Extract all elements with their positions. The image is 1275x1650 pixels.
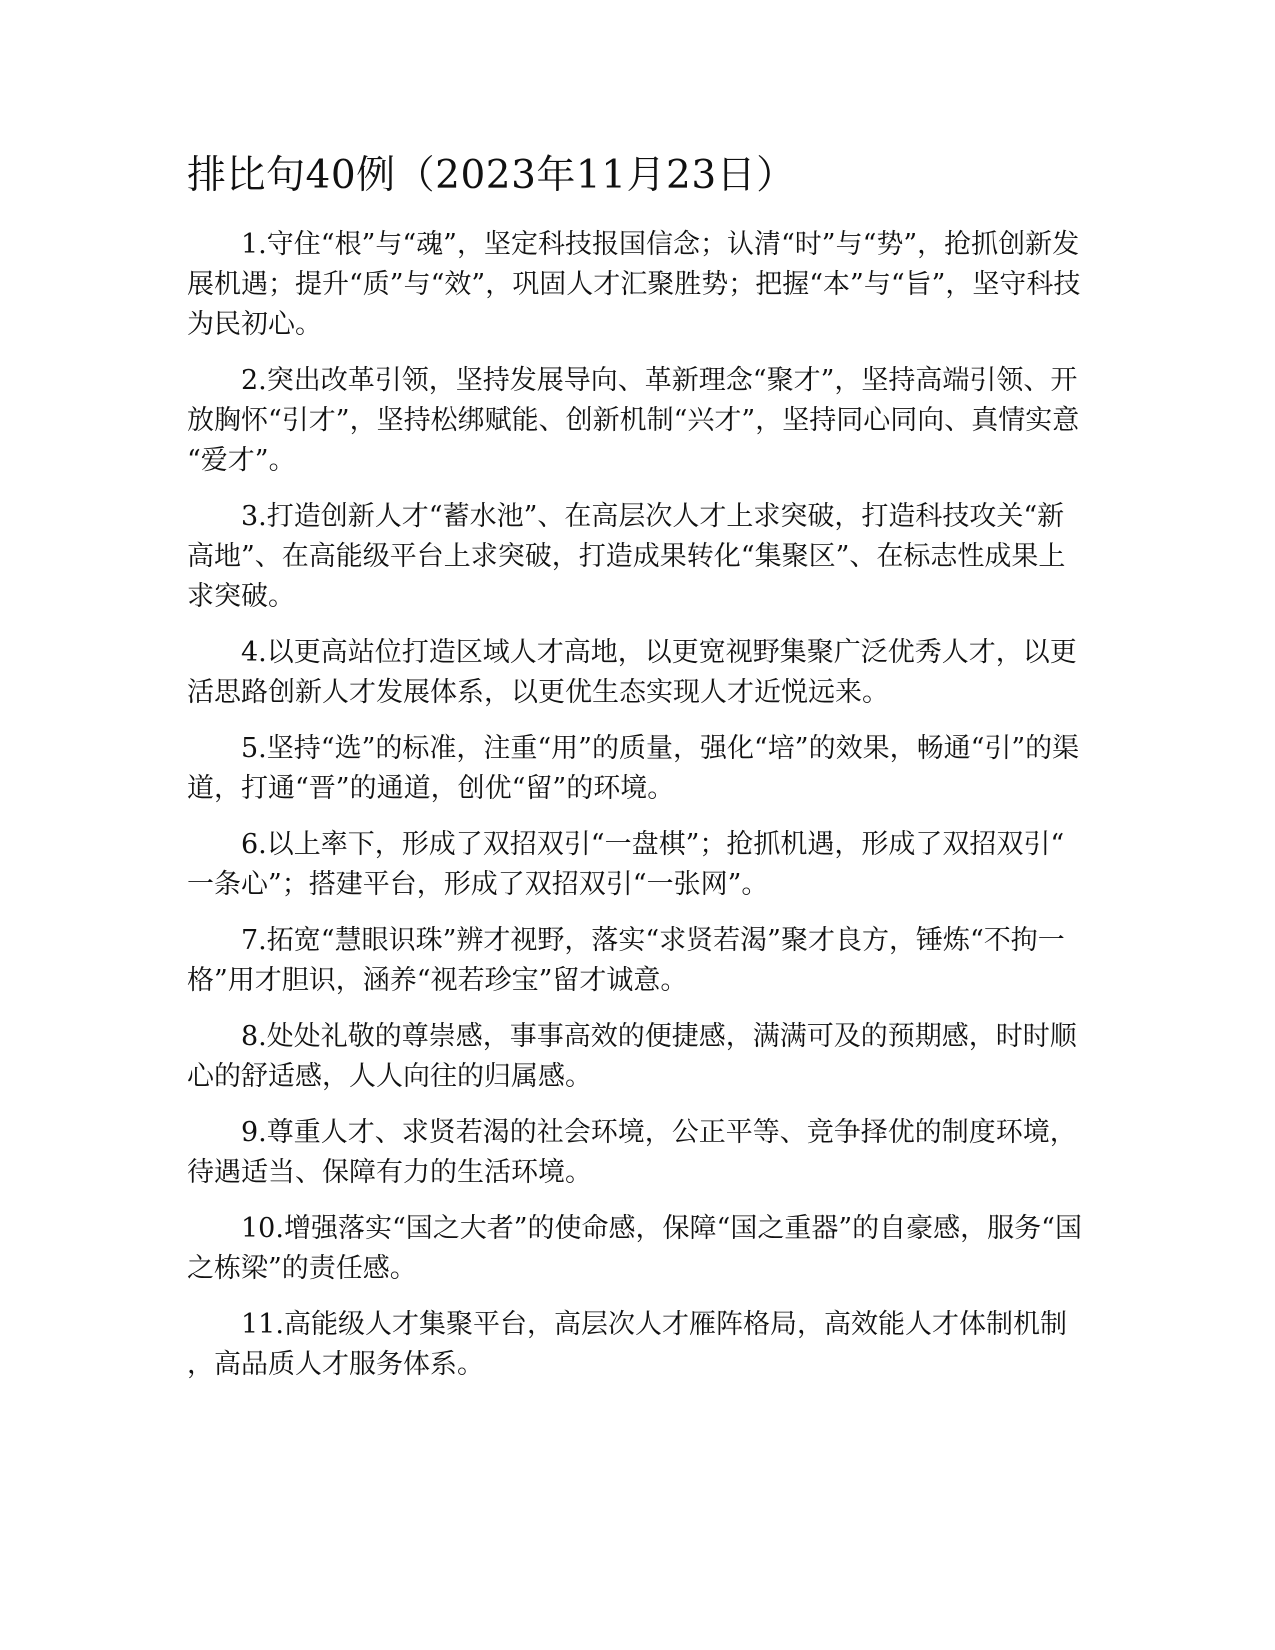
paragraph-6: 6.以上率下，形成了双招双引“一盘棋”；抢抓机遇，形成了双招双引“一条心”；搭建平台，形成了双招双引“一张网”。: [187, 829, 1065, 900]
paragraph-7: 7.拓宽“慧眼识珠”辨才视野，落实“求贤若渴”聚才良方，锤炼“不拘一格”用才胆识，涵养“视若珍宝”留才诚意。: [187, 925, 1065, 996]
document-title: 排比句40例（2023年11月23日）: [187, 153, 796, 198]
paragraph-4: 4.以更高站位打造区域人才高地，以更宽视野集聚广泛优秀人才，以更活思路创新人才发展体系，以更优生态实现人才近悦远来。: [187, 637, 1077, 708]
paragraph-8: 8.处处礼敬的尊崇感，事事高效的便捷感，满满可及的预期感，时时顺心的舒适感，人人向往的归属感。: [187, 1021, 1077, 1092]
paragraph-10: 10.增强落实“国之大者”的使命感，保障“国之重器”的自豪感，服务“国之栋梁”的责任感。: [187, 1213, 1082, 1284]
paragraph-5: 5.坚持“选”的标准，注重“用”的质量，强化“培”的效果，畅通“引”的渠道，打通“晋”的通道，创优“留”的环境。: [187, 733, 1080, 804]
paragraph-9: 9.尊重人才、求贤若渴的社会环境，公正平等、竞争择优的制度环境，待遇适当、保障有力的生活环境。: [187, 1117, 1077, 1188]
paragraph-2: 2.突出改革引领，坚持发展导向、革新理念“聚才”，坚持高端引领、开放胸怀“引才”，坚持松绑赋能、创新机制“兴才”，坚持同心同向、真情实意“爱才”。: [187, 365, 1080, 476]
paragraph-11: 11.高能级人才集聚平台，高层次人才雁阵格局，高效能人才体制机制，高品质人才服务体系。: [187, 1309, 1067, 1380]
paragraph-3: 3.打造创新人才“蓄水池”、在高层次人才上求突破，打造科技攻关“新高地”、在高能级平台上求突破，打造成果转化“集聚区”、在标志性成果上求突破。: [187, 501, 1066, 612]
document-body: [187, 225, 1087, 1401]
paragraph-1: 1.守住“根”与“魂”，坚定科技报国信念；认清“时”与“势”，抢抓创新发展机遇；提升“质”与“效”，巩固人才汇聚胜势；把握“本”与“旨”，坚守科技为民初心。: [187, 229, 1081, 340]
